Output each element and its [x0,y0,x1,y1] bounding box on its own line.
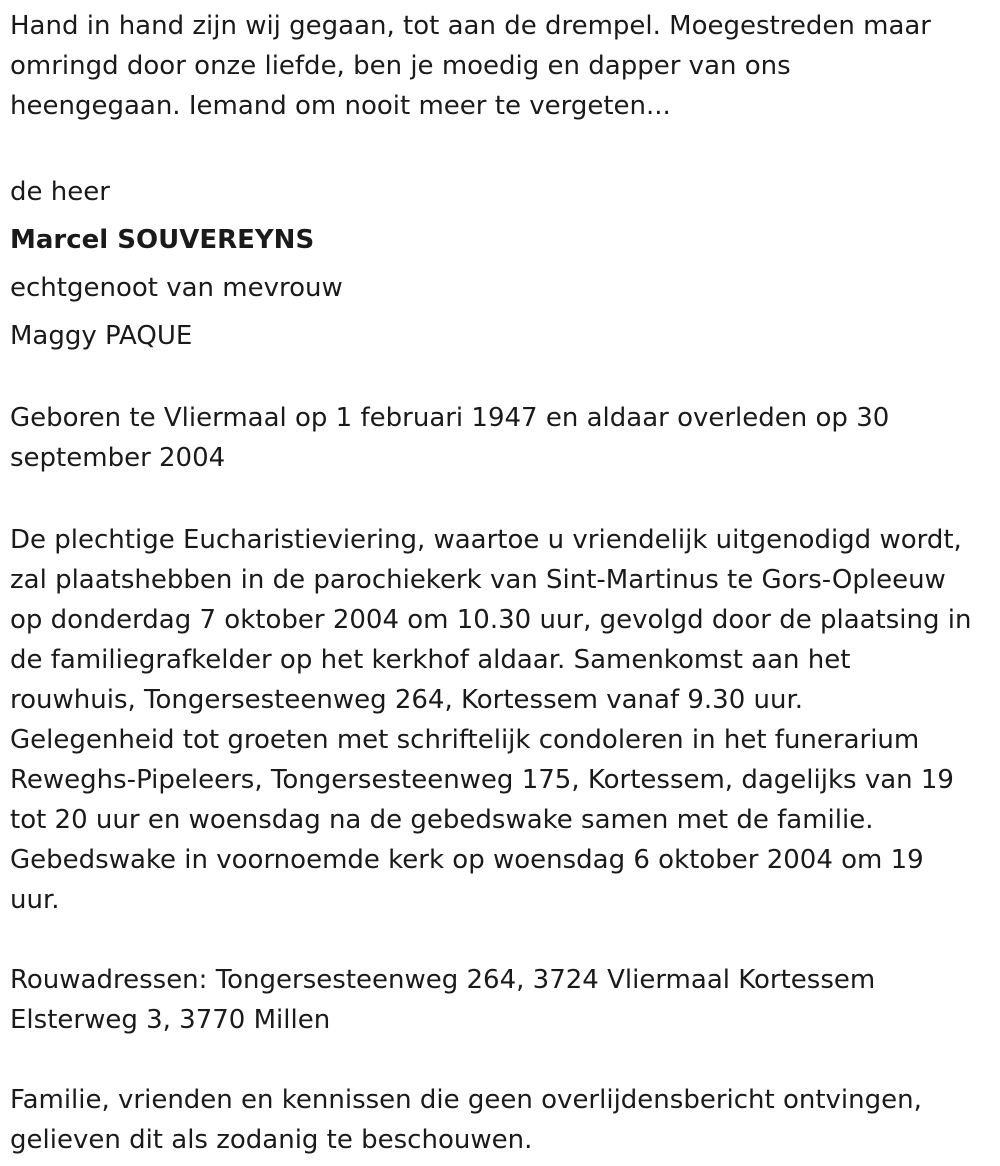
address-line: Rouwadressen: Tongersesteenweg 264, 3724 Vliermaal Kortessem [10,965,876,995]
closing-paragraph [10,1080,1000,1160]
ceremony-line: op donderdag 7 oktober 2004 om 10.30 uur, gevolgd door de plaatsing in [10,605,972,635]
address-line: Elsterweg 3, 3770 Millen [10,1005,331,1035]
ceremony-line: tot 20 uur en woensdag na de gebedswake samen met de familie. [10,805,874,835]
ceremony-line: De plechtige Eucharistieviering, waartoe u vriendelijk uitgenodigd wordt, [10,525,962,555]
ceremony-line: de familiegrafkelder op het kerkhof aldaar. Samenkomst aan het [10,645,851,675]
deceased-section [10,168,1000,360]
ceremony-line: Reweghs-Pipeleers, Tongersesteenweg 175, Kortessem, dagelijks van 19 [10,765,954,795]
deceased-name: Marcel SOUVEREYNS [10,225,315,255]
ceremony-line: Gebedswake in voornoemde kerk op woensdag 6 oktober 2004 om 19 [10,845,924,875]
ceremony-line: rouwhuis, Tongersesteenweg 264, Kortessem vanaf 9.30 uur. [10,685,804,715]
ceremony-line: uur. [10,885,60,915]
relation-text: echtgenoot van mevrouw [10,273,343,303]
birth-line: september 2004 [10,443,226,473]
obituary-notice [10,0,1000,1160]
intro-line: Hand in hand zijn wij gegaan, tot aan de drempel. Moegestreden maar [10,11,931,41]
birth-death-paragraph [10,398,1000,478]
addresses-paragraph [10,960,1000,1040]
ceremony-line: zal plaatshebben in de parochiekerk van Sint-Martinus te Gors-Opleeuw [10,565,946,595]
intro-line: heengegaan. Iemand om nooit meer te vergeten... [10,91,671,121]
closing-line: gelieven dit als zodanig te beschouwen. [10,1125,533,1155]
birth-line: Geboren te Vliermaal op 1 februari 1947 en aldaar overleden op 30 [10,403,890,433]
closing-line: Familie, vrienden en kennissen die geen overlijdensbericht ontvingen, [10,1085,922,1115]
ceremony-line: Gelegenheid tot groeten met schriftelijk condoleren in het funerarium [10,725,920,755]
intro-paragraph [10,0,1000,126]
deceased-title: de heer [10,177,110,207]
intro-line: omringd door onze liefde, ben je moedig en dapper van ons [10,51,791,81]
ceremony-paragraph [10,520,1000,920]
spouse-name: Maggy PAQUE [10,321,193,351]
